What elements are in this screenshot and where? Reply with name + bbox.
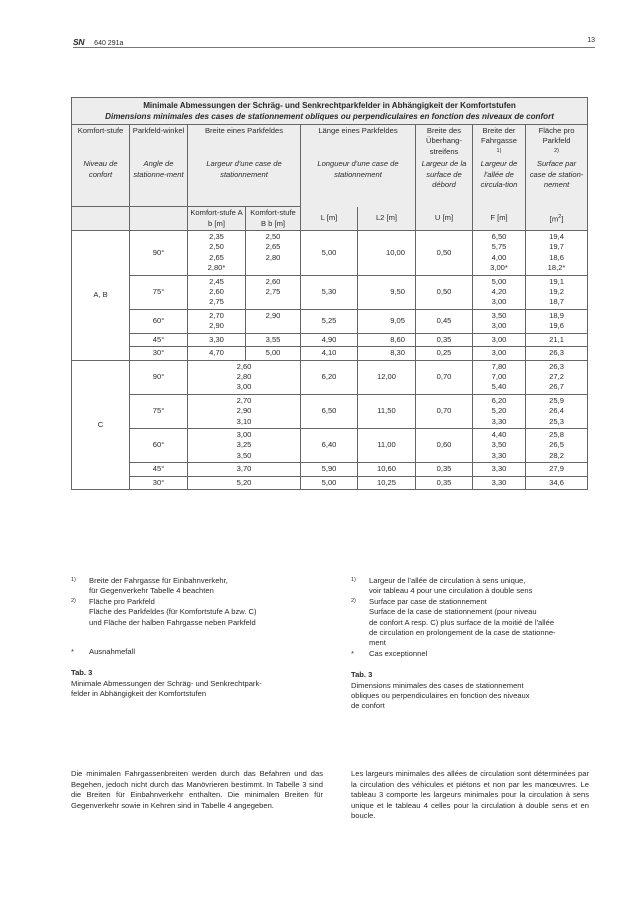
footnote-1-fr: 1) Largeur de l'allée de circulation à sens unique, voir tableau 4 pour une circulation à double sens <box>351 576 533 596</box>
width-b-cell: 2,60 2,75 <box>246 275 301 309</box>
width-b-cell: 2,50 2,65 2,80 <box>246 231 301 276</box>
table-row <box>72 394 588 428</box>
width-a-cell: 2,35 2,50 2,65 2,80* <box>188 231 246 276</box>
unit-l2: L2 [m] <box>358 207 416 231</box>
overhang-cell: 0,35 <box>416 463 473 476</box>
unit-f: F [m] <box>473 207 526 231</box>
header-fr-largeur: Largeur d'une case de stationnement <box>188 158 301 207</box>
table-row <box>72 347 588 360</box>
table-row <box>72 428 588 462</box>
length-cell: 4,10 <box>301 347 358 360</box>
angle-cell: 60° <box>130 309 188 333</box>
overhang-cell: 0,50 <box>416 231 473 276</box>
lane-width-cell: 6,20 5,20 3,30 <box>473 394 526 428</box>
area-cell: 19,4 19,7 18,6 18,2* <box>526 231 588 276</box>
header-fr-debord: Largeur de la surface de débord <box>416 158 473 207</box>
unit-area: $[m^2]$ <box>526 207 588 231</box>
width-cell: 2,70 2,90 3,10 <box>188 394 301 428</box>
header-winkel: Parkfeld-winkel <box>130 125 188 159</box>
tab-label-de: Tab. 3 <box>71 668 93 678</box>
lane-width-cell: 3,50 3,00 <box>473 309 526 333</box>
page-header <box>73 37 595 47</box>
overhang-cell: 0,35 <box>416 476 473 489</box>
angle-cell: 45° <box>130 463 188 476</box>
width-b-cell: 3,55 <box>246 333 301 346</box>
width-a-cell: 2,45 2,60 2,75 <box>188 275 246 309</box>
header-fr-surface: Surface par case de station-nement <box>526 158 588 207</box>
width-cell: 3,00 3,25 3,50 <box>188 428 301 462</box>
length-cell: 5,30 <box>301 275 358 309</box>
header-ueberhang: Breite des Überhang-streifens <box>416 125 473 159</box>
header-laenge: Länge eines Parkfeldes <box>301 125 416 159</box>
header-fahrgasse <box>473 125 526 159</box>
angle-cell: 75° <box>130 394 188 428</box>
overhang-cell: 0,25 <box>416 347 473 360</box>
width-cell: 2,60 2,80 3,00 <box>188 360 301 394</box>
group-ab-rows <box>72 231 588 360</box>
header-fr-longueur: Longueur d'une case de stationnement <box>301 158 416 207</box>
body-paragraph-fr: Les largeurs minimales des allées de circulation sont déterminées par la circulation des véhicules et piétons et non par les manœuvres. Le tableau 3 comporte les largeurs minimales pour la circulation à sens unique et le tableau 4 celles pour la circulation à double sens et en boucle. <box>351 769 589 821</box>
table-row <box>72 231 588 276</box>
header-fr-angle: Angle de stationne-ment <box>130 158 188 207</box>
table-row <box>72 463 588 476</box>
unit-u: U [m] <box>416 207 473 231</box>
footnotes-fr <box>351 576 591 712</box>
footnote-ref-2: 2) <box>554 147 559 154</box>
width-cell: 5,20 <box>188 476 301 489</box>
footnotes-de <box>71 576 321 700</box>
area-cell: 34,6 <box>526 476 588 489</box>
length2-cell: 12,00 <box>358 360 416 394</box>
width-a-cell: 2,70 2,90 <box>188 309 246 333</box>
area-cell: 26,3 <box>526 347 588 360</box>
lane-width-cell: 3,00 <box>473 347 526 360</box>
unit-b-b: Komfort-stufe B b [m] <box>246 207 301 231</box>
overhang-cell: 0,50 <box>416 275 473 309</box>
length-cell: 5,00 <box>301 476 358 489</box>
table-row <box>72 309 588 333</box>
length2-cell: 8,60 <box>358 333 416 346</box>
footnote-ref-1: 1) <box>496 147 502 154</box>
length2-cell: 10,60 <box>358 463 416 476</box>
overhang-cell: 0,45 <box>416 309 473 333</box>
length2-cell: 10,00 <box>358 231 416 276</box>
length2-cell: 11,00 <box>358 428 416 462</box>
table-title-de: Minimale Abmessungen der Schräg- und Senkrechtparkfelder in Abhängigkeit der Komfortstufen <box>143 101 516 110</box>
header-spacer <box>130 207 188 231</box>
header-spacer <box>72 207 130 231</box>
tab-label-fr: Tab. 3 <box>351 670 373 680</box>
footnote-star-fr: * Cas exceptionnel <box>351 648 428 658</box>
header-flaeche <box>526 125 588 159</box>
page-number: 13 <box>587 37 595 44</box>
area-cell: 25,9 26,4 25,3 <box>526 394 588 428</box>
width-a-cell: 4,70 <box>188 347 246 360</box>
tab-caption-de: Minimale Abmessungen der Schräg- und Senkrechtpark- felder in Abhängigkeit der Komfortstufen <box>71 678 262 699</box>
overhang-cell: 0,35 <box>416 333 473 346</box>
comfort-level-ab: A, B <box>72 231 130 360</box>
length-cell: 5,90 <box>301 463 358 476</box>
length2-cell: 10,25 <box>358 476 416 489</box>
area-cell: 19,1 19,2 18,7 <box>526 275 588 309</box>
header-rule <box>73 47 595 48</box>
area-cell: 26,3 27,2 26,7 <box>526 360 588 394</box>
length-cell: 6,20 <box>301 360 358 394</box>
header-fahrgasse-label: Breite der Fahrgasse <box>481 126 517 146</box>
angle-cell: 75° <box>130 275 188 309</box>
header-fr-allee: Largeur de l'allée de circula-tion <box>473 158 526 207</box>
header-fr-niveau: Niveau de confort <box>72 158 130 207</box>
length-cell: 4,90 <box>301 333 358 346</box>
body-paragraph-de: Die minimalen Fahrgassenbreiten werden durch das Befahren und das Begehen, jedoch nicht durch das Manövrieren bestimmt. In Tabelle 3 sind die Breiten für Einbahnverkehr enthalten. Die minimalen Breiten für Gegenverkehr sowie in Kehren sind in Tabelle 4 angegeben. <box>71 769 323 810</box>
lane-width-cell: 6,50 5,75 4,00 3,00* <box>473 231 526 276</box>
area-cell: 25,8 26,5 28,2 <box>526 428 588 462</box>
table-title-fr: Dimensions minimales des cases de stationnement obliques ou perpendiculaires en fonction des niveaux de confort <box>105 112 554 121</box>
header-flaeche-label: Fläche pro Parkfeld <box>538 126 575 146</box>
angle-cell: 30° <box>130 347 188 360</box>
width-b-cell: 5,00 <box>246 347 301 360</box>
footnote-2-fr: 2) Surface par case de stationnement Surface de la case de stationnement (pour niveau de confort A resp. C) plus surface de la moitié de l'allée de circulation en prolongement de la case de stationne- ment <box>351 596 556 648</box>
unit-l: L [m] <box>301 207 358 231</box>
length2-cell: 11,50 <box>358 394 416 428</box>
angle-cell: 60° <box>130 428 188 462</box>
doc-number: 640 291a <box>94 40 124 47</box>
area-cell: 18,9 19,6 <box>526 309 588 333</box>
header-breite: Breite eines Parkfeldes <box>188 125 301 159</box>
table-title <box>72 98 588 125</box>
length2-cell: 9,05 <box>358 309 416 333</box>
unit-b-a: Komfort-stufe A b [m] <box>188 207 246 231</box>
lane-width-cell: 3,00 <box>473 333 526 346</box>
length-cell: 5,25 <box>301 309 358 333</box>
tab-caption-fr: Dimensions minimales des cases de stationnement obliques ou perpendiculaires en fonction des niveaux de confort <box>351 680 530 711</box>
length2-cell: 8,30 <box>358 347 416 360</box>
table-row <box>72 333 588 346</box>
lane-width-cell: 3,30 <box>473 463 526 476</box>
comfort-level-c: C <box>72 360 130 489</box>
overhang-cell: 0,60 <box>416 428 473 462</box>
length-cell: 6,50 <box>301 394 358 428</box>
length-cell: 5,00 <box>301 231 358 276</box>
angle-cell: 30° <box>130 476 188 489</box>
area-cell: 27,9 <box>526 463 588 476</box>
header-komfort: Komfort-stufe <box>72 125 130 159</box>
table-row <box>72 476 588 489</box>
lane-width-cell: 5,00 4,20 3,00 <box>473 275 526 309</box>
lane-width-cell: 4,40 3,50 3,30 <box>473 428 526 462</box>
width-b-cell: 2,90 <box>246 309 301 333</box>
overhang-cell: 0,70 <box>416 394 473 428</box>
length-cell: 6,40 <box>301 428 358 462</box>
table-row <box>72 360 588 394</box>
length2-cell: 9,50 <box>358 275 416 309</box>
overhang-cell: 0,70 <box>416 360 473 394</box>
footnote-star-de: * Ausnahmefall <box>71 647 136 657</box>
group-c-rows <box>72 360 588 489</box>
lane-width-cell: 3,30 <box>473 476 526 489</box>
sn-logo: SN <box>73 37 85 47</box>
footnote-2-de: 2) Fläche pro Parkfeld Fläche des Parkfeldes (für Komfortstufe A bzw. C) und Fläche der halben Fahrgasse neben Parkfeld <box>71 596 257 627</box>
table-row <box>72 275 588 309</box>
angle-cell: 90° <box>130 231 188 276</box>
width-a-cell: 3,30 <box>188 333 246 346</box>
footnote-1-de: 1) Breite der Fahrgasse für Einbahnverkehr, für Gegenverkehr Tabelle 4 beachten <box>71 576 228 596</box>
width-cell: 3,70 <box>188 463 301 476</box>
lane-width-cell: 7,80 7,00 5,40 <box>473 360 526 394</box>
dimensions-table <box>71 97 588 490</box>
angle-cell: 45° <box>130 333 188 346</box>
area-cell: 21,1 <box>526 333 588 346</box>
angle-cell: 90° <box>130 360 188 394</box>
